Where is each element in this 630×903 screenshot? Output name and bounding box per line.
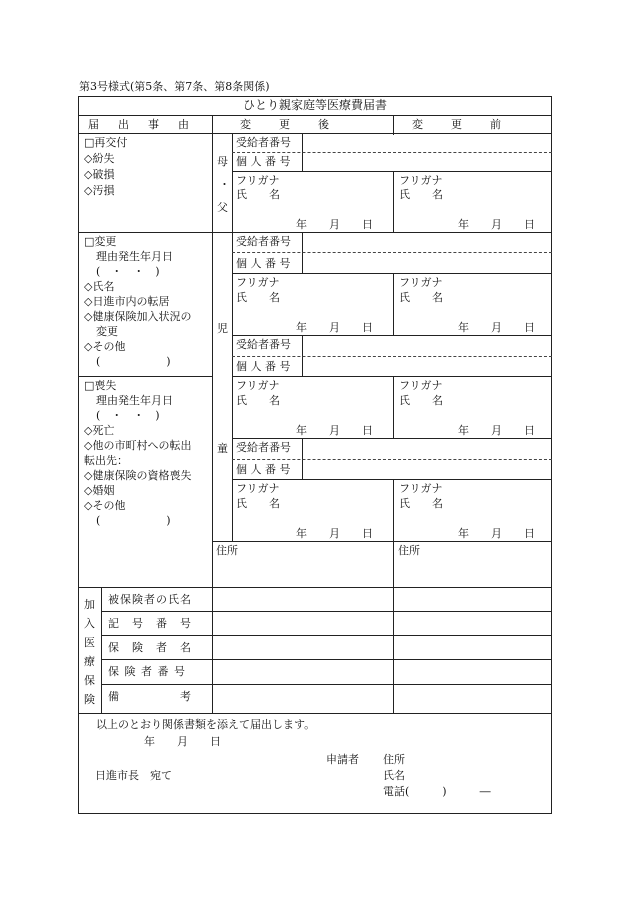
form-title: ひとり親家庭等医療費届書 xyxy=(242,98,387,112)
option-damaged[interactable]: ◇破損 xyxy=(84,168,115,181)
reason-date-label: 理由発生年月日 xyxy=(96,250,173,263)
parent-before-furigana: フリガナ xyxy=(399,174,443,187)
applicant-name-label: 氏名 xyxy=(383,769,405,782)
option-other-loss[interactable]: ◇その他 xyxy=(84,499,126,512)
option-move-out[interactable]: ◇他の市町村への転出 xyxy=(84,439,192,452)
statement-text: 以上のとおり関係書類を添えて届出します。 xyxy=(96,718,316,731)
child3-before-furigana: フリガナ xyxy=(399,482,443,495)
child3-before-name: 氏 名 xyxy=(399,497,443,510)
child2-after-name: 氏 名 xyxy=(236,394,280,407)
insurer-number-label: 保 険 者 番 号 xyxy=(108,665,186,678)
child1-personal-no-label: 個 人 番 号 xyxy=(236,257,291,270)
parent-before-name: 氏 名 xyxy=(399,188,443,201)
reason-date-label-loss: 理由発生年月日 xyxy=(96,394,173,407)
parent-after-date: 年 月 日 xyxy=(296,218,373,231)
parent-after-furigana: フリガナ xyxy=(236,174,280,187)
child3-after-name: 氏 名 xyxy=(236,497,280,510)
child1-after-furigana: フリガナ xyxy=(236,276,280,289)
submit-date: 年 月 日 xyxy=(144,735,221,748)
reason-date-blank-loss[interactable]: ( ・ ・ ) xyxy=(96,409,160,422)
label-father: 父 xyxy=(217,201,228,214)
label-child: 児 xyxy=(217,322,228,335)
checkbox-change[interactable]: □変更 xyxy=(84,235,117,248)
child1-recipient-no-label: 受給者番号 xyxy=(236,235,291,248)
child1-before-furigana: フリガナ xyxy=(399,276,443,289)
parent-before-date: 年 月 日 xyxy=(458,218,535,231)
option-death[interactable]: ◇死亡 xyxy=(84,424,115,437)
child3-personal-no-label: 個 人 番 号 xyxy=(236,463,291,476)
address-before-label: 住所 xyxy=(398,544,420,557)
child2-personal-no-label: 個 人 番 号 xyxy=(236,360,291,373)
remarks-label: 備 考 xyxy=(108,690,192,703)
applicant-phone-label: 電話( ) ― xyxy=(383,785,491,798)
option-other-change[interactable]: ◇その他 xyxy=(84,340,126,353)
address-after-label: 住所 xyxy=(216,544,238,557)
header-before: 変 更 前 xyxy=(412,118,503,131)
other-change-blank[interactable]: ( ) xyxy=(96,355,171,368)
parent-recipient-no-label: 受給者番号 xyxy=(236,136,291,149)
child2-before-name: 氏 名 xyxy=(399,394,443,407)
option-lost[interactable]: ◇紛失 xyxy=(84,152,115,165)
parent-personal-no-label: 個 人 番 号 xyxy=(236,155,291,168)
form-number: 第3号様式(第5条、第7条、第8条関係) xyxy=(79,80,270,93)
child2-before-furigana: フリガナ xyxy=(399,379,443,392)
option-move-in-city[interactable]: ◇日進市内の転居 xyxy=(84,295,170,308)
label-mother: 母 xyxy=(217,155,228,168)
option-marriage[interactable]: ◇婚姻 xyxy=(84,484,115,497)
checkbox-loss[interactable]: □喪失 xyxy=(84,379,117,392)
child1-after-date: 年 月 日 xyxy=(296,321,373,334)
checkbox-reissue[interactable]: □再交付 xyxy=(84,136,128,149)
move-destination-label: 転出先： xyxy=(84,454,128,467)
insured-name-label: 被保険者の氏名 xyxy=(108,593,192,606)
option-insurance-change-cont: 変更 xyxy=(96,325,118,338)
label-child-2: 童 xyxy=(217,442,228,455)
header-after: 変 更 後 xyxy=(240,118,331,131)
child3-after-date: 年 月 日 xyxy=(296,527,373,540)
child1-after-name: 氏 名 xyxy=(236,291,280,304)
child1-before-date: 年 月 日 xyxy=(458,321,535,334)
applicant-address-label: 住所 xyxy=(383,753,405,766)
parent-after-name: 氏 名 xyxy=(236,188,280,201)
header-reason: 届 出 事 由 xyxy=(88,118,193,131)
child2-recipient-no-label: 受給者番号 xyxy=(236,338,291,351)
child1-before-name: 氏 名 xyxy=(399,291,443,304)
insurer-name-label: 保 険 者 名 xyxy=(108,641,192,654)
reason-date-blank[interactable]: ( ・ ・ ) xyxy=(96,265,160,278)
option-stained[interactable]: ◇汚損 xyxy=(84,184,115,197)
applicant-label: 申請者 xyxy=(326,753,359,766)
child3-after-furigana: フリガナ xyxy=(236,482,280,495)
option-insurance-loss[interactable]: ◇健康保険の資格喪失 xyxy=(84,469,192,482)
option-name-change[interactable]: ◇氏名 xyxy=(84,280,115,293)
symbol-number-label: 記 号 番 号 xyxy=(108,617,192,630)
option-insurance-change[interactable]: ◇健康保険加入状況の xyxy=(84,310,192,323)
child2-before-date: 年 月 日 xyxy=(458,424,535,437)
label-dot: ・ xyxy=(219,178,230,191)
child2-after-date: 年 月 日 xyxy=(296,424,373,437)
child2-after-furigana: フリガナ xyxy=(236,379,280,392)
other-loss-blank[interactable]: ( ) xyxy=(96,514,171,527)
addressee-text: 日進市長 宛て xyxy=(95,769,172,782)
child3-recipient-no-label: 受給者番号 xyxy=(236,441,291,454)
child3-before-date: 年 月 日 xyxy=(458,527,535,540)
